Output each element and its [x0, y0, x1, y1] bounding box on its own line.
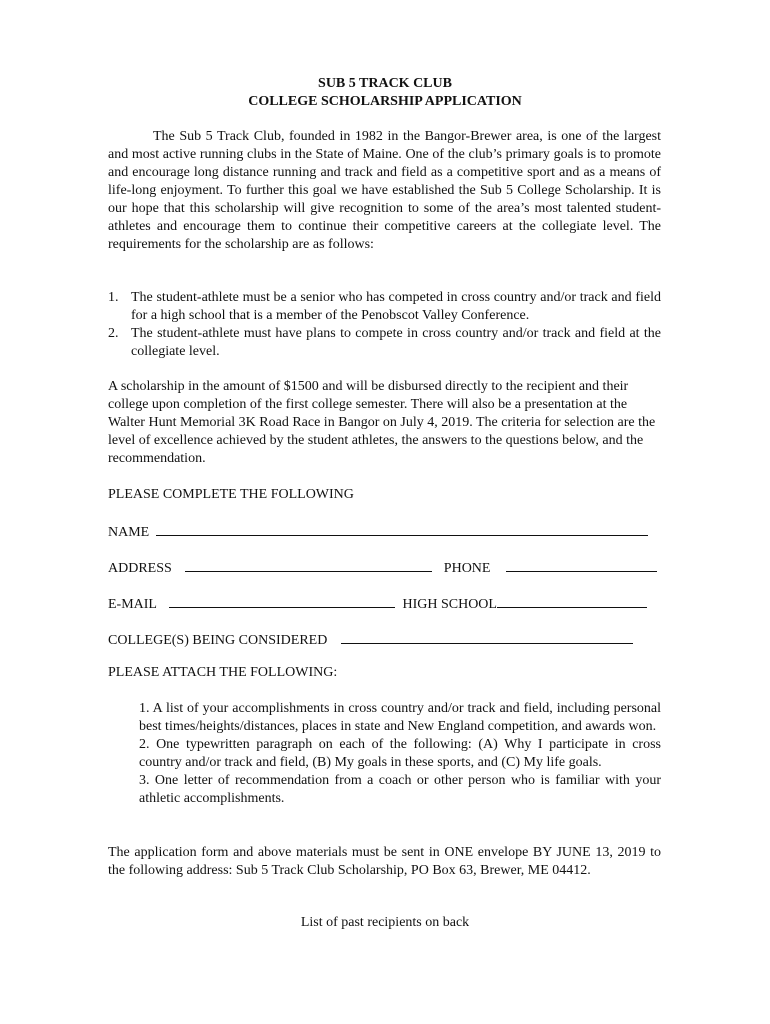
document-subtitle: COLLEGE SCHOLARSHIP APPLICATION	[248, 94, 522, 109]
email-label: E-MAIL	[108, 597, 157, 612]
complete-heading: PLEASE COMPLETE THE FOLLOWING	[108, 487, 354, 502]
requirements-list	[108, 289, 661, 361]
name-label: NAME	[108, 525, 150, 540]
intro-paragraph: The Sub 5 Track Club, founded in 1982 in the Bangor-Brewer area, is one of the largest and most active running clubs in the State of Maine. One of the club’s primary goals is to promote and encourage long distance running and track and field as a competitive sport and as a means of life-long enjoyment. To further this goal we have established the Sub 5 College Scholarship. It is our hope that this scholarship will give recognition to some of the area’s most talented student-athletes and encourage them to continue their competitive careers at the collegiate level. The requirements for the scholarship are as follows:	[108, 129, 661, 252]
award-paragraph: A scholarship in the amount of $1500 and will be disbursed directly to the recipient and their college upon completion of the first college semester. There will also be a presentation at the Walter Hunt Memorial 3K Road Race in Bangor on July 4, 2019. The criteria for selection are the level of excellence achieved by the student athletes, the answers to the questions below, and the recommendation.	[108, 379, 656, 466]
list-item-number: 1.	[108, 290, 119, 305]
attach-heading: PLEASE ATTACH THE FOLLOWING:	[108, 665, 338, 680]
list-item: 1. A list of your accomplishments in cross country and/or track and field, including personal best times/heights/distances, places in state and New England competition, and awards won.	[139, 701, 661, 734]
high-school-label: HIGH SCHOOL	[402, 597, 497, 612]
colleges-field[interactable]	[341, 629, 633, 644]
list-item-text: The student-athlete must have plans to compete in cross country and/or track and field at the collegiate level.	[131, 326, 661, 359]
high-school-field[interactable]	[497, 593, 647, 608]
name-field[interactable]	[156, 521, 648, 536]
footer-note: List of past recipients on back	[300, 915, 470, 930]
list-item-number: 2.	[108, 326, 119, 341]
colleges-row	[108, 629, 633, 650]
name-row	[108, 521, 648, 542]
attachments-list	[139, 700, 661, 808]
colleges-label: COLLEGE(S) BEING CONSIDERED	[108, 633, 328, 648]
address-phone-row	[108, 557, 657, 578]
list-item: 2. One typewritten paragraph on each of the following: (A) Why I participate in cross country and/or track and field, (B) My goals in these sports, and (C) My life goals.	[139, 737, 661, 770]
list-item	[108, 289, 661, 325]
email-school-row	[108, 593, 647, 614]
list-item: 3. One letter of recommendation from a coach or other person who is familiar with your athletic accomplishments.	[139, 773, 661, 806]
list-item-text: The student-athlete must be a senior who has competed in cross country and/or track and field for a high school that is a member of the Penobscot Valley Conference.	[131, 290, 661, 323]
phone-field[interactable]	[506, 557, 657, 572]
email-field[interactable]	[169, 593, 395, 608]
address-field[interactable]	[185, 557, 432, 572]
document-title: SUB 5 TRACK CLUB	[318, 76, 452, 91]
deadline-paragraph: The application form and above materials must be sent in ONE envelope BY JUNE 13, 2019 to the following address: Sub 5 Track Club Scholarship, PO Box 63, Brewer, ME 04412.	[108, 845, 661, 878]
phone-label: PHONE	[443, 561, 491, 576]
list-item	[108, 325, 661, 361]
address-label: ADDRESS	[108, 561, 172, 576]
